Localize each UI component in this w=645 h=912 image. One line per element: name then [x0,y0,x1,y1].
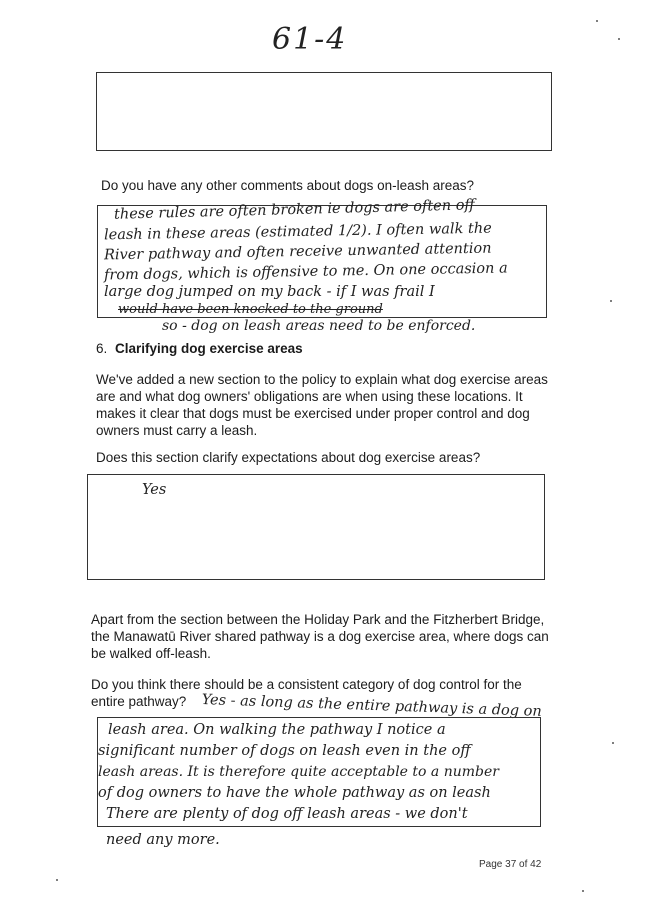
scan-speck [610,300,612,302]
onleash-question: Do you have any other comments about dogs on-leash areas? [101,178,474,193]
section-6-answer: Yes [142,482,167,498]
section-number: 6. [96,341,108,356]
pathway-answer-line-6: There are plenty of dog off leash areas - we don't [106,806,468,822]
scan-speck [582,890,584,892]
scan-speck [618,38,620,40]
section-6-body-line-2: are and what dog owners' obligations are when using these locations. It [96,389,523,404]
pathway-answer-line-3: significant number of dogs on leash even in the off [98,743,471,759]
pathway-answer-line-7: need any more. [106,832,220,848]
scan-speck [612,742,614,744]
onleash-answer-line-2: leash in these areas (estimated 1/2). I often walk the [103,220,492,244]
section-6-body-line-1: We've added a new section to the policy to explain what dog exercise areas [96,372,548,387]
pathway-question-line-2: entire pathway? [91,694,187,709]
pathway-answer-line-2: leash area. On walking the pathway I notice a [108,722,446,738]
onleash-answer-line-5: large dog jumped on my back - if I was frail I [104,284,435,300]
section-6-heading [96,341,303,356]
onleash-answer-line-1: these rules are often broken ie dogs are often off [113,197,475,223]
previous-answer-box[interactable] [96,72,552,151]
section-6-body-line-4: owners must carry a leash. [96,423,258,438]
section-6-body-line-3: makes it clear that dogs must be exercised under proper control and dog [96,406,530,421]
onleash-answer-line-3: River pathway and often receive unwanted attention [103,240,492,264]
pathway-answer-line-5: of dog owners to have the whole pathway as on leash [98,785,491,801]
scan-speck [596,20,598,22]
pathway-intro-line-3: be walked off-leash. [91,646,211,661]
pathway-intro-line-1: Apart from the section between the Holiday Park and the Fitzherbert Bridge, [91,612,545,627]
pathway-question-line-1: Do you think there should be a consistent category of dog control for the [91,677,522,692]
page-reference-number: 61-4 [272,22,348,57]
section-6-question: Does this section clarify expectations about dog exercise areas? [96,450,481,465]
onleash-answer-line-4: from dogs, which is offensive to me. On one occasion a [103,260,508,284]
scan-speck [56,879,58,881]
pathway-intro-line-2: the Manawatū River shared pathway is a dog exercise area, where dogs can [91,629,549,644]
onleash-answer-line-7: so - dog on leash areas need to be enforced. [162,318,476,334]
onleash-answer-line-6-struck: would have been knocked to the ground [118,302,383,317]
pathway-answer-line-4: leash areas. It is therefore quite acceptable to a number [98,764,499,780]
page-number: Page 37 of 42 [479,859,542,870]
section-title: Clarifying dog exercise areas [115,341,303,356]
pathway-answer-line-1: Yes - as long as the entire pathway is a dog on [201,692,542,720]
